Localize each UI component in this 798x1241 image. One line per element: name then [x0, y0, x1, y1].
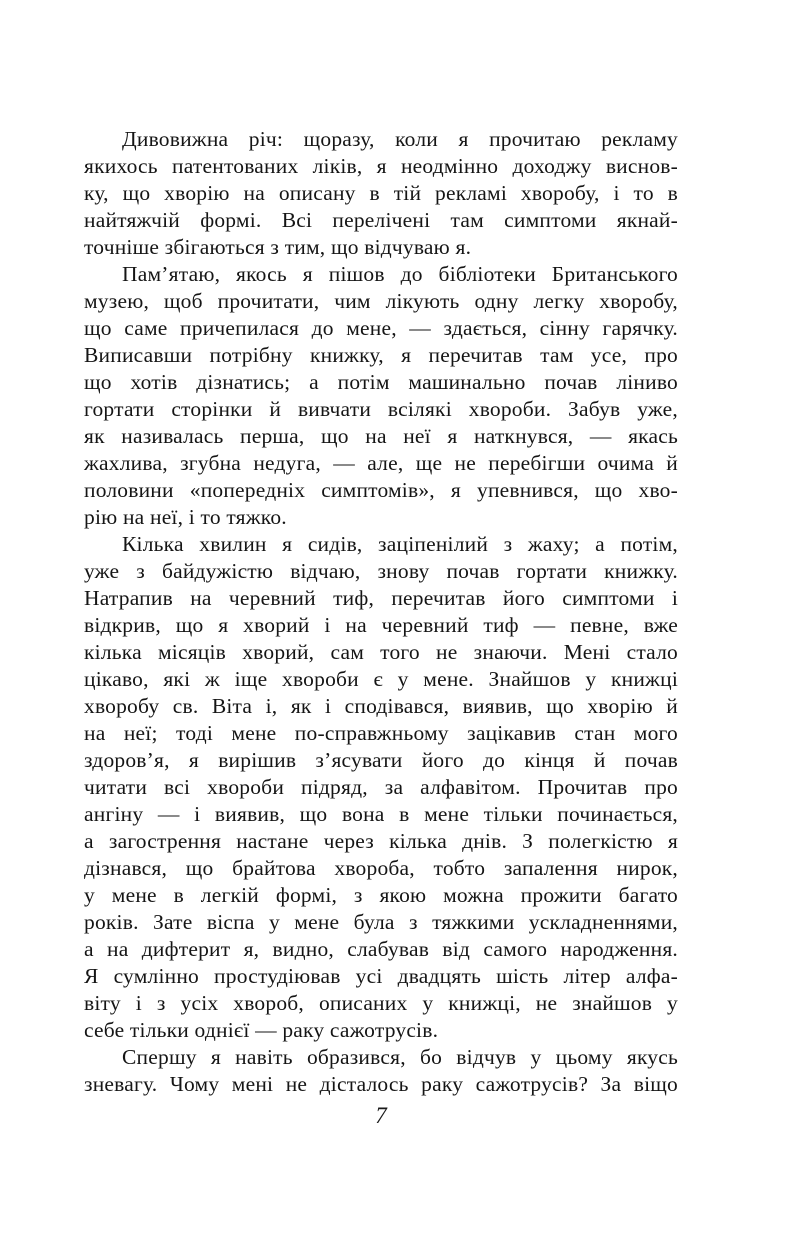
text-line: років. Зате віспа у мене була з тяжкими ускладненнями, — [84, 910, 678, 934]
text-line: Виписавши потрібну книжку, я перечитав там усе, про — [84, 343, 678, 367]
text-line: як називалась перша, що на неї я наткнувся, — якась — [84, 424, 678, 448]
text-line: ку, що хворію на описану в тій рекламі хворобу, і то в — [84, 181, 678, 205]
text-line: віту і з усіх хвороб, описаних у книжці, не знайшов у — [84, 991, 678, 1015]
text-line: а на дифтерит я, видно, слабував від самого народження. — [84, 937, 678, 961]
text-line: уже з байдужістю відчаю, знову почав гортати книжку. — [84, 559, 678, 583]
text-line: дізнався, що брайтова хвороба, тобто запалення нирок, — [84, 856, 678, 880]
text-line: жахлива, згубна недуга, — але, ще не перебігши очима й — [84, 451, 678, 475]
text-line: а загострення настане через кілька днів. З полегкістю я — [84, 829, 678, 853]
text-line: точніше збігаються з тим, що відчуваю я. — [84, 235, 472, 259]
text-line: зневагу. Чому мені не дісталось раку сажотрусів? За віщо — [84, 1072, 678, 1096]
text-block — [84, 126, 678, 1098]
text-line: здоров’я, я вирішив з’ясувати його до кінця й почав — [84, 748, 678, 772]
paragraph — [84, 261, 678, 531]
text-line: якихось патентованих ліків, я неодмінно доходжу виснов- — [84, 154, 678, 178]
text-line: що саме причепилася до мене, — здається, сінну гарячку. — [84, 316, 678, 340]
text-line: половини «попередніх симптомів», я упевнився, що хво- — [84, 478, 678, 502]
paragraph — [84, 531, 678, 1044]
text-line: найтяжчій формі. Всі перелічені там симптоми якнай- — [84, 208, 678, 232]
text-line: музею, щоб прочитати, чим лікують одну легку хворобу, — [84, 289, 678, 313]
page-number: 7 — [375, 1103, 387, 1128]
text-line: Спершу я навіть образився, бо відчув у цьому якусь — [122, 1045, 678, 1069]
text-line: цікаво, які ж іще хвороби є у мене. Знайшов у книжці — [84, 667, 678, 691]
text-line: що хотів дізнатись; а потім машинально почав ліниво — [84, 370, 678, 394]
text-line: Дивовижна річ: щоразу, коли я прочитаю рекламу — [122, 127, 678, 151]
text-line: у мене в легкій формі, з якою можна прожити багато — [84, 883, 678, 907]
text-line: гортати сторінки й вивчати всілякі хвороби. Забув уже, — [84, 397, 678, 421]
text-line: себе тільки однієї — раку сажотрусів. — [84, 1018, 439, 1042]
text-line: ангіну — і виявив, що вона в мене тільки починається, — [84, 802, 678, 826]
text-line: на неї; тоді мене по-справжньому зацікавив стан мого — [84, 721, 678, 745]
paragraph — [84, 126, 678, 261]
text-line: хворобу св. Віта і, як і сподівався, виявив, що хворію й — [84, 694, 678, 718]
text-line: читати всі хвороби підряд, за алфавітом. Прочитав про — [84, 775, 678, 799]
text-line: кілька місяців хворий, сам того не знаючи. Мені стало — [84, 640, 678, 664]
text-line: Натрапив на черевний тиф, перечитав його симптоми і — [84, 586, 678, 610]
text-line: Пам’ятаю, якось я пішов до бібліотеки Британського — [122, 262, 678, 286]
text-line: Я сумлінно простудіював усі двадцять шість літер алфа- — [84, 964, 678, 988]
text-line: рію на неї, і то тяжко. — [84, 505, 287, 529]
paragraph — [84, 1044, 678, 1098]
text-line: Кілька хвилин я сидів, заціпенілий з жаху; а потім, — [122, 532, 678, 556]
text-line: відкрив, що я хворий і на черевний тиф — певне, вже — [84, 613, 678, 637]
